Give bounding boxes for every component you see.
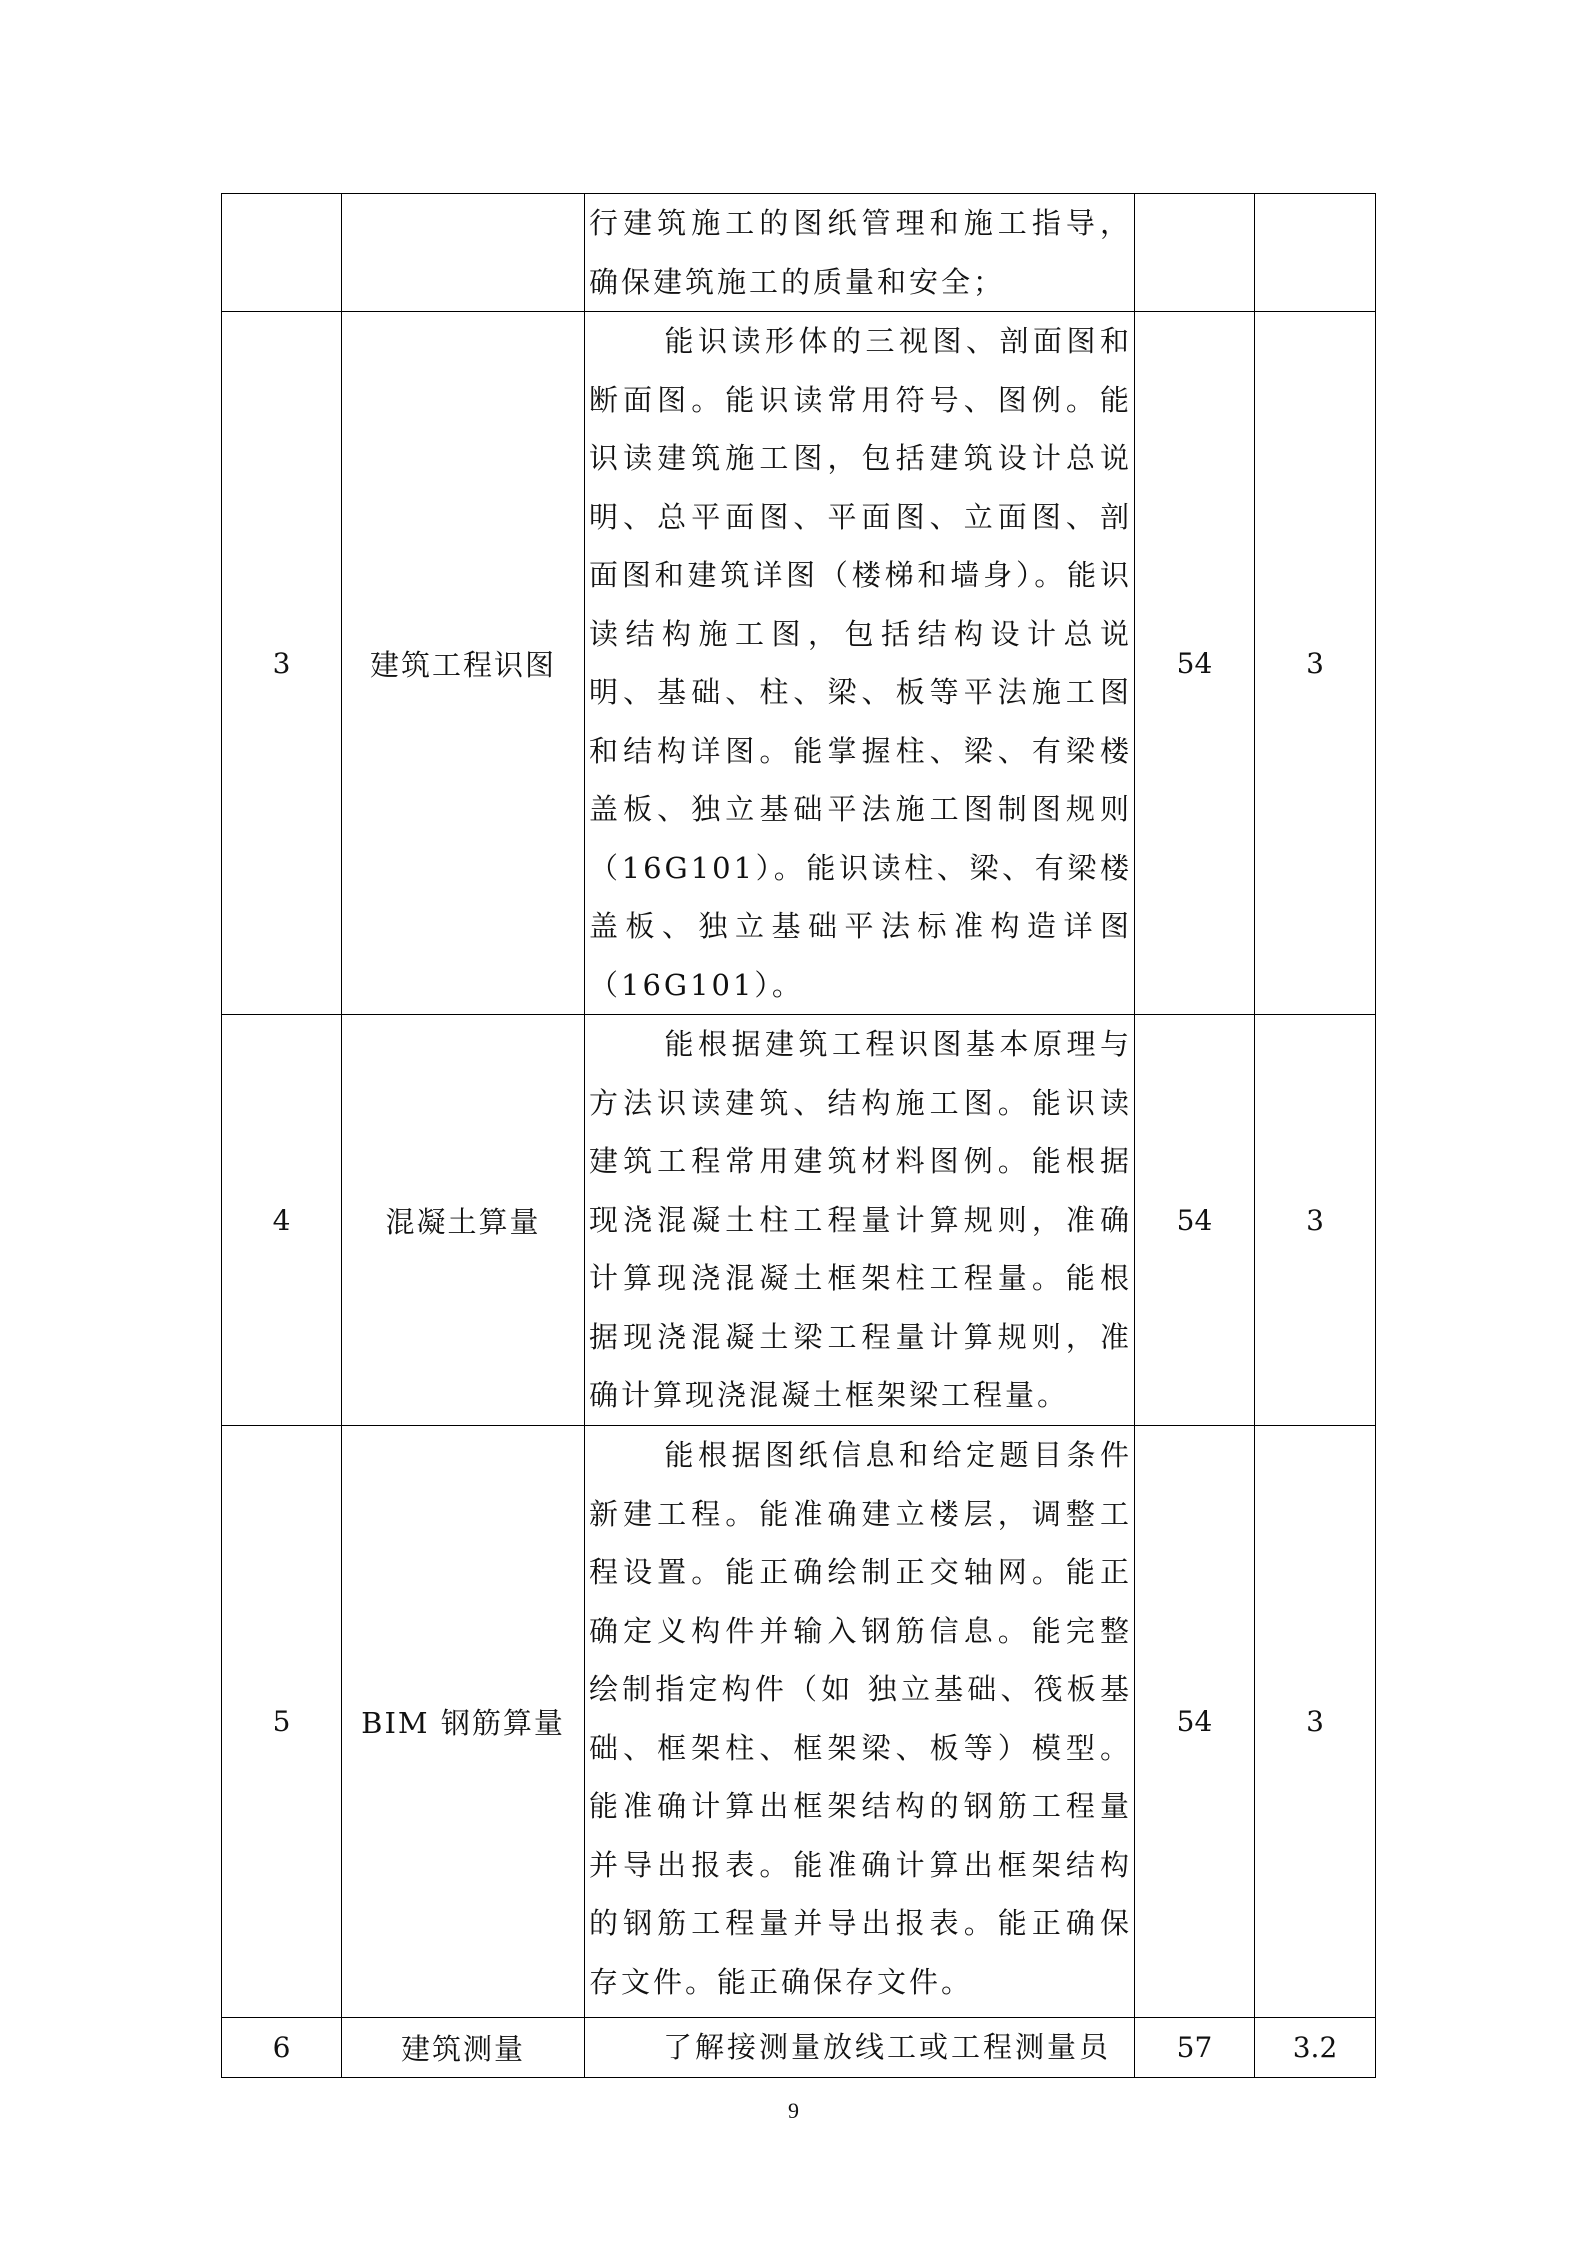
- table-row: [222, 1426, 1376, 2018]
- course-name: 建筑测量: [342, 2018, 585, 2078]
- course-credits: 3: [1255, 1426, 1376, 2018]
- course-description: [585, 1015, 1135, 1426]
- table-row: [222, 2018, 1376, 2078]
- course-description: [585, 194, 1135, 312]
- course-name: 建筑工程识图: [342, 312, 585, 1015]
- description-text: 能识读形体的三视图、剖面图和断面图。能识读常用符号、图例。能识读建筑施工图，包括建筑设计总说明、总平面图、平面图、立面图、剖面图和建筑详图（楼梯和墙身）。能识读结构施工图，包括结构设计总说明、基础、柱、梁、板等平法施工图和结构详图。能掌握柱、梁、有梁楼盖板、独立基础平法施工图制图规则（16G101）。能识读柱、梁、有梁楼盖板、独立基础平法标准构造详图（16G101）。: [589, 324, 1132, 1002]
- curriculum-table: [221, 193, 1376, 2078]
- table-row: [222, 194, 1376, 312]
- course-description: [585, 2018, 1135, 2078]
- course-number: 4: [222, 1015, 342, 1426]
- course-number: 5: [222, 1426, 342, 2018]
- course-credits: 3: [1255, 1015, 1376, 1426]
- course-credits: 3: [1255, 312, 1376, 1015]
- course-name: [342, 194, 585, 312]
- course-number: 6: [222, 2018, 342, 2078]
- table-row: [222, 1015, 1376, 1426]
- course-description: [585, 1426, 1135, 2018]
- course-hours: [1135, 194, 1255, 312]
- course-credits: [1255, 194, 1376, 312]
- course-name: BIM 钢筋算量: [342, 1426, 585, 2018]
- description-text: 能根据图纸信息和给定题目条件新建工程。能准确建立楼层，调整工程设置。能正确绘制正交轴网。能正确定义构件并输入钢筋信息。能完整绘制指定构件（如 独立基础、筏板基础、框架柱、框架梁、板等）模型。能准确计算出框架结构的钢筋工程量并导出报表。能准确计算出框架结构的钢筋工程量并导出报表。能正确保存文件。能正确保存文件。: [589, 1438, 1132, 1999]
- description-text: 能根据建筑工程识图基本原理与方法识读建筑、结构施工图。能识读建筑工程常用建筑材料图例。能根据现浇混凝土柱工程量计算规则，准确计算现浇混凝土框架柱工程量。能根据现浇混凝土梁工程量计算规则，准确计算现浇混凝土框架梁工程量。: [589, 1027, 1132, 1412]
- course-hours: 54: [1135, 312, 1255, 1015]
- course-hours: 54: [1135, 1015, 1255, 1426]
- course-description: [585, 312, 1135, 1015]
- description-text: 了解接测量放线工或工程测量员: [663, 2030, 1112, 2065]
- description-text: 行建筑施工的图纸管理和施工指导，确保建筑施工的质量和安全；: [589, 206, 1132, 299]
- table-row: [222, 312, 1376, 1015]
- course-name: 混凝土算量: [342, 1015, 585, 1426]
- course-number: [222, 194, 342, 312]
- course-number: 3: [222, 312, 342, 1015]
- page-number: 9: [788, 2098, 799, 2123]
- course-hours: 57: [1135, 2018, 1255, 2078]
- course-credits: 3.2: [1255, 2018, 1376, 2078]
- course-hours: 54: [1135, 1426, 1255, 2018]
